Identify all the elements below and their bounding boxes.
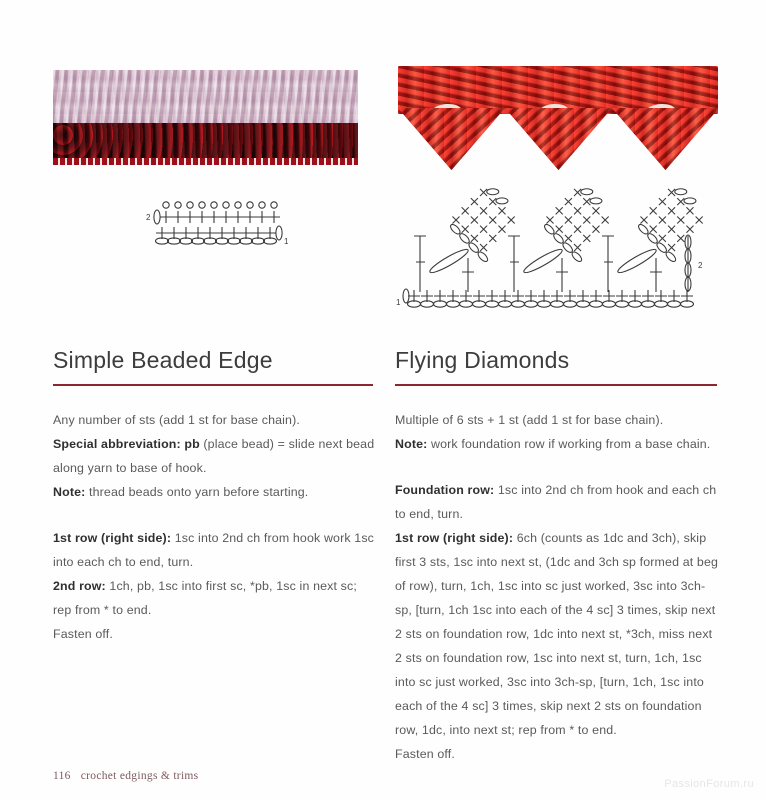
stitch-chart-flying-diamonds <box>392 186 722 311</box>
row-text: 1sc into 2nd ch from hook work 1sc into each ch to end, turn. <box>53 531 375 570</box>
row1-single-crochet-symbols <box>156 227 276 239</box>
swatch-photo-simple-beaded-edge <box>53 70 358 165</box>
column-simple-beaded-edge <box>53 348 378 646</box>
paragraph-text: work foundation row if working from a base chain. <box>427 437 711 452</box>
diamond-motif-3 <box>627 186 717 263</box>
paragraph-stitch-count <box>53 408 378 432</box>
row-text: 1sc into 2nd ch from hook and each ch to end, turn. <box>395 483 717 522</box>
swatch-knit-band <box>53 70 358 125</box>
row2-single-crochet-symbols <box>160 211 280 223</box>
book-title: crochet edgings & trims <box>80 770 199 782</box>
paragraph-spacer <box>53 504 378 526</box>
row-instruction-1st-row <box>395 526 720 742</box>
swatch-diamond-point <box>612 108 718 170</box>
instructions-simple-beaded-edge <box>53 408 378 646</box>
diamond-motif-2 <box>533 186 623 263</box>
row-instruction-fasten-off <box>395 742 720 766</box>
bead-symbols <box>163 202 277 208</box>
page-title-simple-beaded-edge: Simple Beaded Edge <box>53 347 273 373</box>
diamond-motif-1 <box>439 186 529 263</box>
chart-row-label-2: 2 <box>146 213 151 222</box>
row-text: Fasten off. <box>53 627 113 642</box>
motif-anchor-chains <box>428 246 658 275</box>
paragraph-text: Multiple of 6 sts + 1 st (add 1 st for base chain). <box>395 413 664 428</box>
row-instruction-1st-row <box>53 526 378 574</box>
instructions-flying-diamonds <box>395 408 720 766</box>
page-number: 116 <box>53 770 71 782</box>
page-footer <box>53 770 198 782</box>
row-label: 1st row (right side): <box>53 531 172 546</box>
swatch-edge-fringe <box>53 158 358 165</box>
paragraph-text: thread beads onto yarn before starting. <box>85 485 309 500</box>
foundation-row-sc-symbols <box>408 290 693 302</box>
row-label: 1st row (right side): <box>395 531 514 546</box>
double-crochet-symbols <box>414 236 688 292</box>
row-text: Fasten off. <box>395 747 455 762</box>
paragraph-text: Any number of sts (add 1 st for base chain). <box>53 413 300 428</box>
row-instruction-foundation-row <box>395 478 720 526</box>
chart-row-label-1: 1 <box>396 298 401 307</box>
paragraph-label: Special abbreviation: pb <box>53 437 200 452</box>
title-rule <box>395 384 717 386</box>
swatch-diamond-point <box>398 108 505 170</box>
paragraph-note <box>53 480 378 504</box>
swatch-photo-flying-diamonds <box>398 58 718 173</box>
column-flying-diamonds <box>395 348 720 766</box>
turning-chain-row1 <box>276 226 282 240</box>
title-rule <box>53 384 373 386</box>
row-text: 6ch (counts as 1dc and 3ch), skip first 3 sts, 1sc into next st, (1dc and 3ch sp formed at beg of row), turn, 1ch, 1sc into sc just worked, 3sc into 3ch-sp, [turn, 1ch 1sc into each of the 4 sc] 3 times, skip next 2 sts on foundation row, 1dc into next st, *3ch, miss next 2 sts on foundation row, 1sc into next st, turn, 1ch, 1sc into sc just worked, 3sc into 3ch-sp, [turn, 1ch, 1sc into each of the 4 sc] 3 times, skip next 2 sts on foundation row, 1dc, into next st; rep from * to end. <box>395 531 719 738</box>
foundation-chain-symbols <box>408 301 694 307</box>
turning-chain-row2 <box>154 210 160 224</box>
paragraph-spacer <box>395 456 720 478</box>
paragraph-label: Note: <box>53 485 86 500</box>
row-label: 2nd row: <box>53 579 106 594</box>
row-text: 1ch, pb, 1sc into first sc, *pb, 1sc in next sc; rep from * to end. <box>53 579 357 618</box>
row-instruction-fasten-off <box>53 622 378 646</box>
paragraph-note <box>395 432 720 456</box>
swatch-diamond-point <box>505 108 612 170</box>
paragraph-special-abbreviation <box>53 432 378 480</box>
paragraph-label: Note: <box>395 437 428 452</box>
chart-row-label-1: 1 <box>284 237 289 246</box>
row-instruction-2nd-row <box>53 574 378 622</box>
site-watermark: PassionForum.ru <box>664 778 754 790</box>
paragraph-stitch-count <box>395 408 720 432</box>
chart-row-label-2: 2 <box>698 261 703 270</box>
paragraph-text: (place bead) = slide next bead along yarn to base of hook. <box>53 437 375 476</box>
page-title-flying-diamonds: Flying Diamonds <box>395 347 570 373</box>
row-label: Foundation row: <box>395 483 495 498</box>
stitch-chart-simple-beaded-edge <box>140 192 290 248</box>
